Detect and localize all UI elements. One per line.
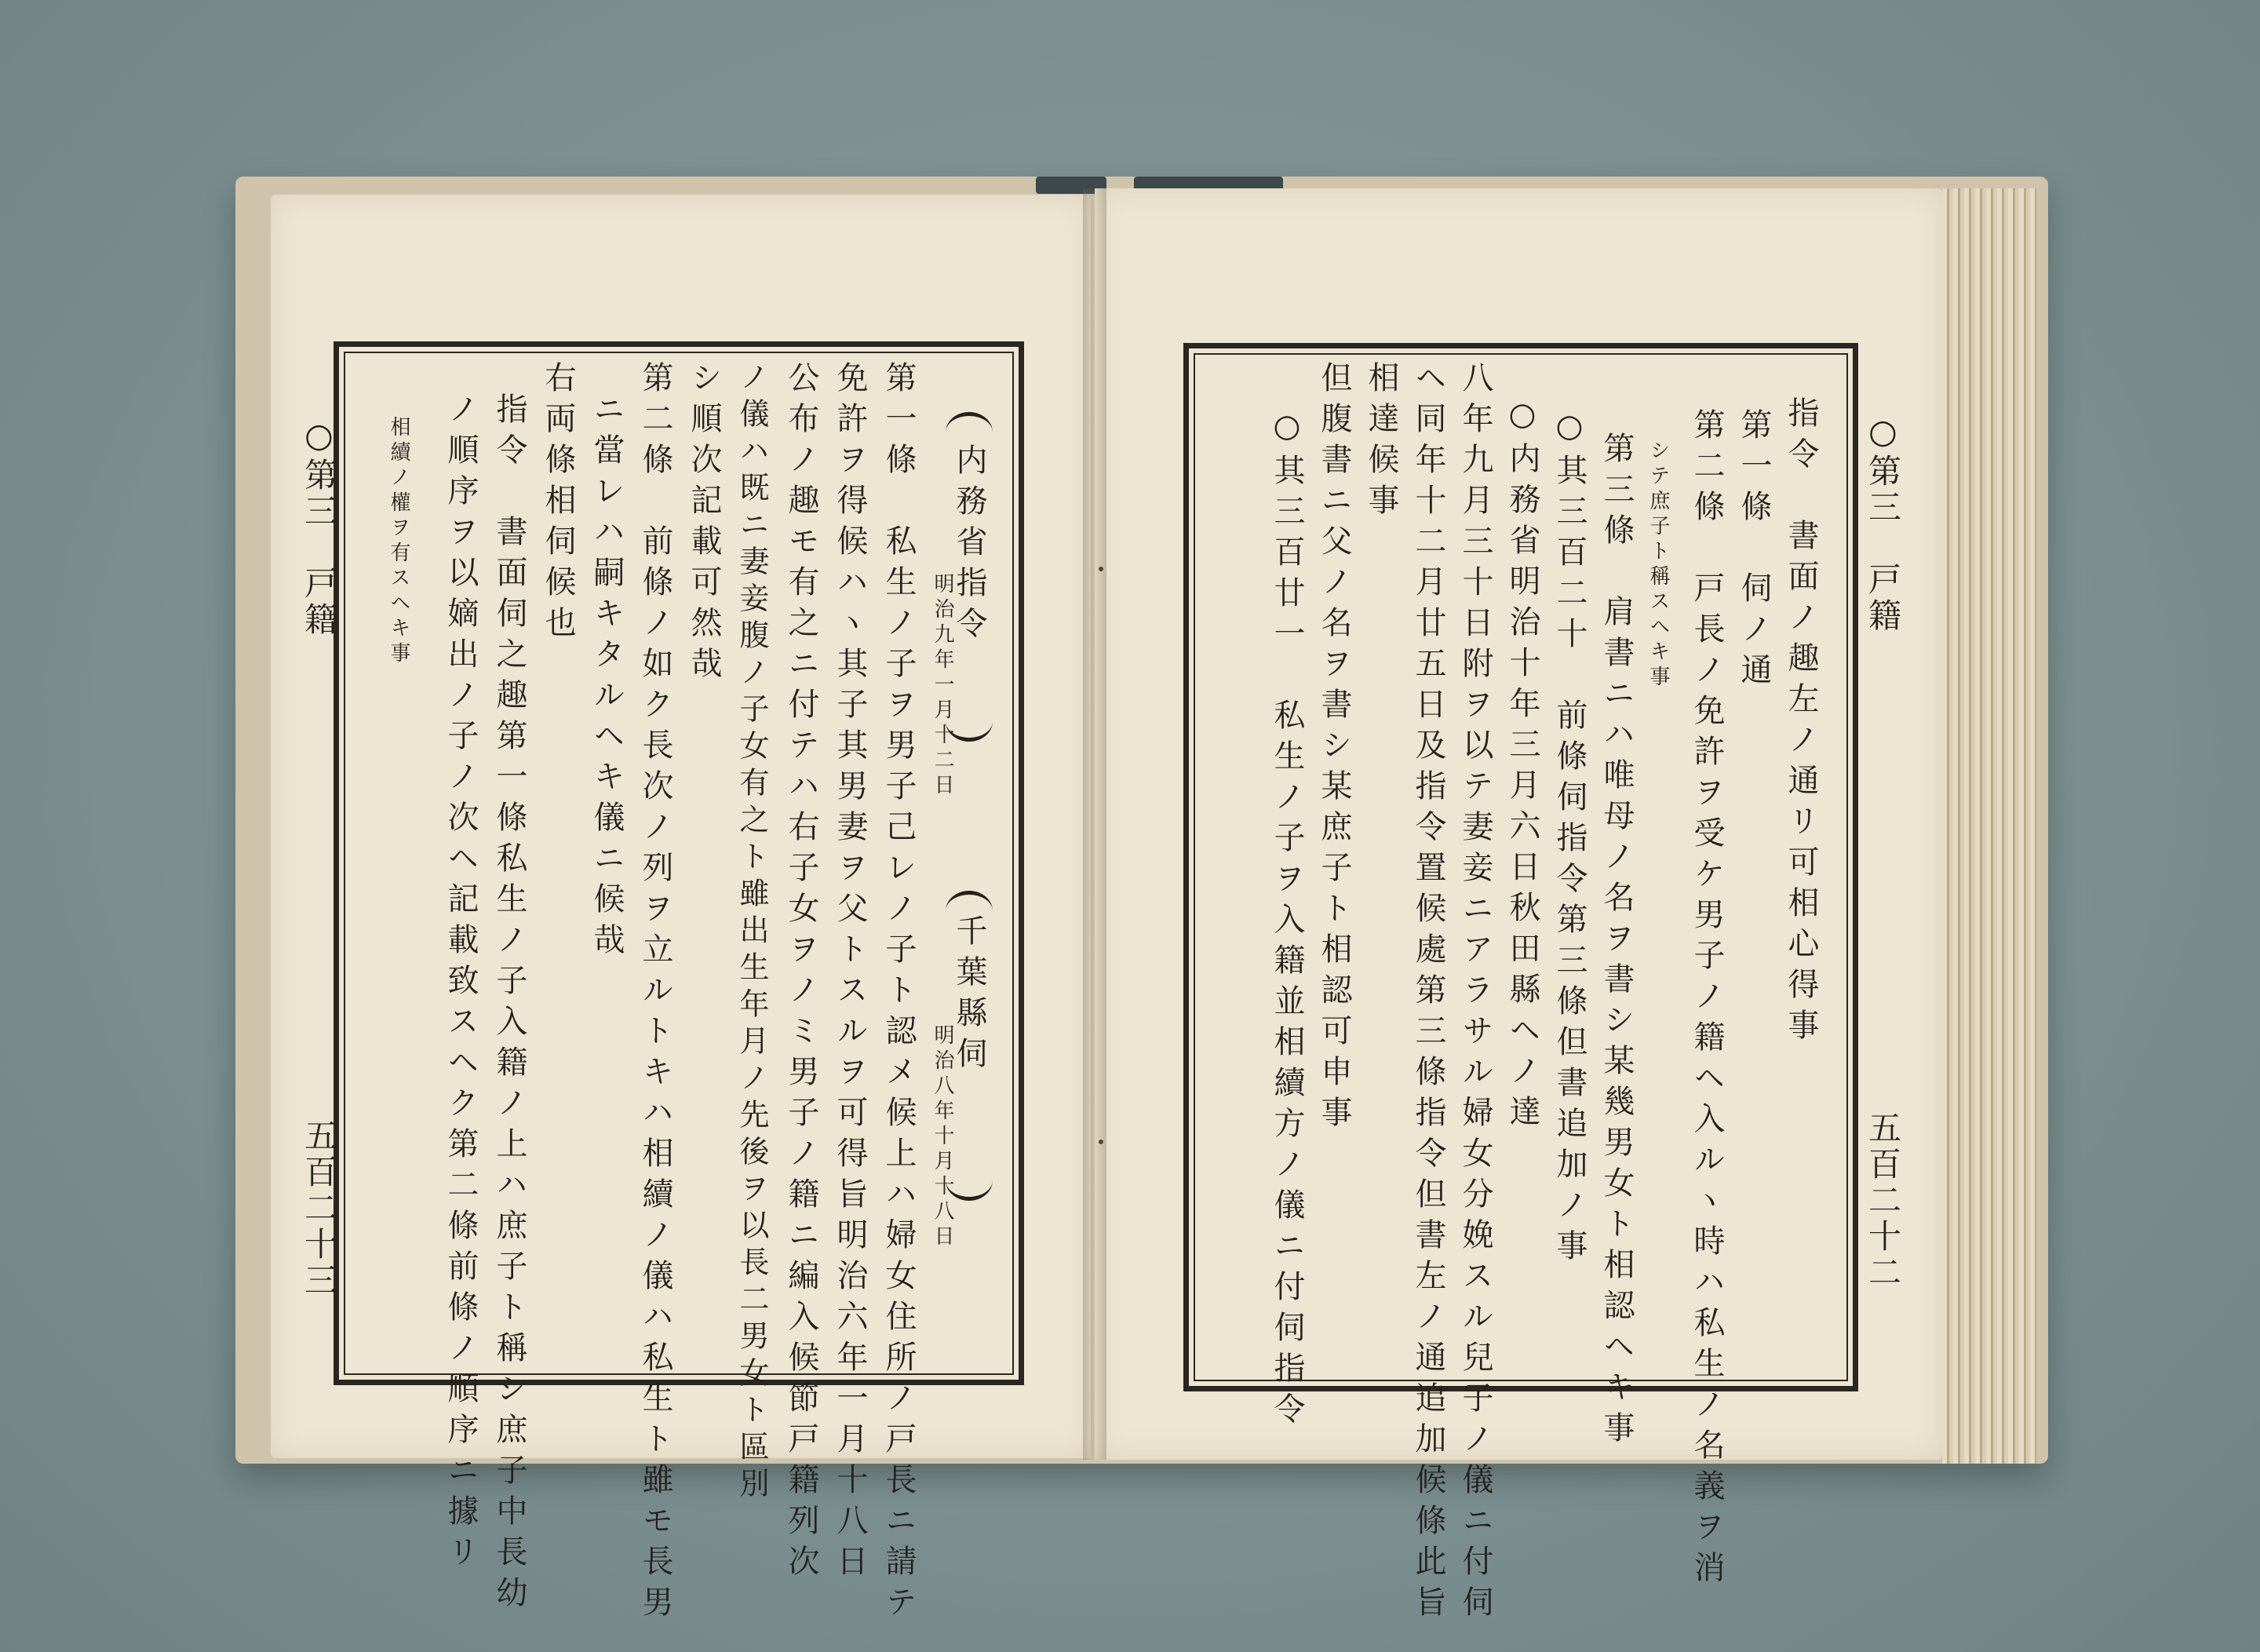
gutter-shadow xyxy=(1083,188,1106,1460)
column: 千葉縣伺 xyxy=(951,914,987,1078)
column: 相續ノ權ヲ有スヘキ事 xyxy=(387,416,410,667)
column: 第二條 前條ノ如ク長次ノ列ヲ立ルトキハ相續ノ儀ハ私生ト雖モ長男 xyxy=(637,361,673,1626)
left-page-frame xyxy=(334,341,1024,1385)
column: ニ當レハ嗣キタルヘキ儀ニ候哉 xyxy=(589,392,625,964)
column: ○内務省明治十年三月六日秋田縣ヘノ達 xyxy=(1504,396,1540,1136)
page-edges xyxy=(1942,188,2036,1464)
column: ○其三百二十 前條伺指令第三條但書追加ノ事 xyxy=(1551,408,1587,1270)
column: 内務省指令 xyxy=(951,443,987,647)
column: 第一條 伺ノ通 xyxy=(1736,408,1772,694)
column: 公布ノ趣モ有之ニ付テハ右子女ヲノミ男子ノ籍ニ編入候節戸籍列次 xyxy=(783,361,819,1585)
thread-hole xyxy=(1099,1140,1103,1144)
column: ヘ同年十二月廿五日及指令置候處第三條指令但書左ノ通追加候條此旨 xyxy=(1410,361,1446,1626)
column: 相達候事 xyxy=(1363,361,1399,524)
column: シ順次記載可然哉 xyxy=(686,361,722,687)
column: ノ順序ヲ以嫡出ノ子ノ次ヘ記載致スヘク第二條前條ノ順序ニ據リ xyxy=(443,392,479,1576)
column: ノ儀ハ既ニ妻妾腹ノ子女有之ト雖出生年月ノ先後ヲ以長二男女ト區別 xyxy=(734,361,769,1504)
column: 第二條 戸長ノ免許ヲ受ケ男子ノ籍ヘ入ルヽ時ハ私生ノ名義ヲ消 xyxy=(1689,408,1725,1592)
column: 第一條 私生ノ子ヲ男子己レノ子ト認メ候上ハ婦女住所ノ戸長ニ請テ xyxy=(880,361,917,1626)
column: 八年九月三十日附ヲ以テ妻妾ニアラサル婦女分娩スル兒子ノ儀ニ付伺 xyxy=(1457,361,1493,1626)
column: 明治八年十月十八日 xyxy=(931,1024,954,1250)
thread-hole xyxy=(1099,567,1103,571)
column: 指令 書面ノ趣左ノ通リ可相心得事 xyxy=(1783,396,1819,1049)
column: 右両條相伺候也 xyxy=(540,361,576,647)
column: 第三條 肩書ニハ唯母ノ名ヲ書シ某幾男女ト相認ヘキ事 xyxy=(1598,432,1635,1452)
running-header: ○第三 戸籍 xyxy=(300,416,338,638)
column: 但腹書ニ父ノ名ヲ書シ某庶子ト相認可申事 xyxy=(1316,361,1352,1136)
page-number: 五百二十二 xyxy=(1864,1110,1902,1291)
column: 免許ヲ得候ハヽ其子其男妻ヲ父トスルヲ可得旨明治六年一月十八日 xyxy=(832,361,868,1585)
page-number: 五百二十三 xyxy=(300,1118,338,1299)
column: シテ庶子ト稱スヘキ事 xyxy=(1646,439,1670,691)
column: ○其三百廿一 私生ノ子ヲ入籍並相續方ノ儀ニ付伺指令 xyxy=(1269,408,1305,1433)
column: 明治九年一月十二日 xyxy=(931,573,954,799)
running-header: ○第三 戸籍 xyxy=(1864,412,1902,634)
column: 指令 書面伺之趣第一條私生ノ子入籍ノ上ハ庶子ト稱シ庶子中長幼 xyxy=(491,392,527,1617)
